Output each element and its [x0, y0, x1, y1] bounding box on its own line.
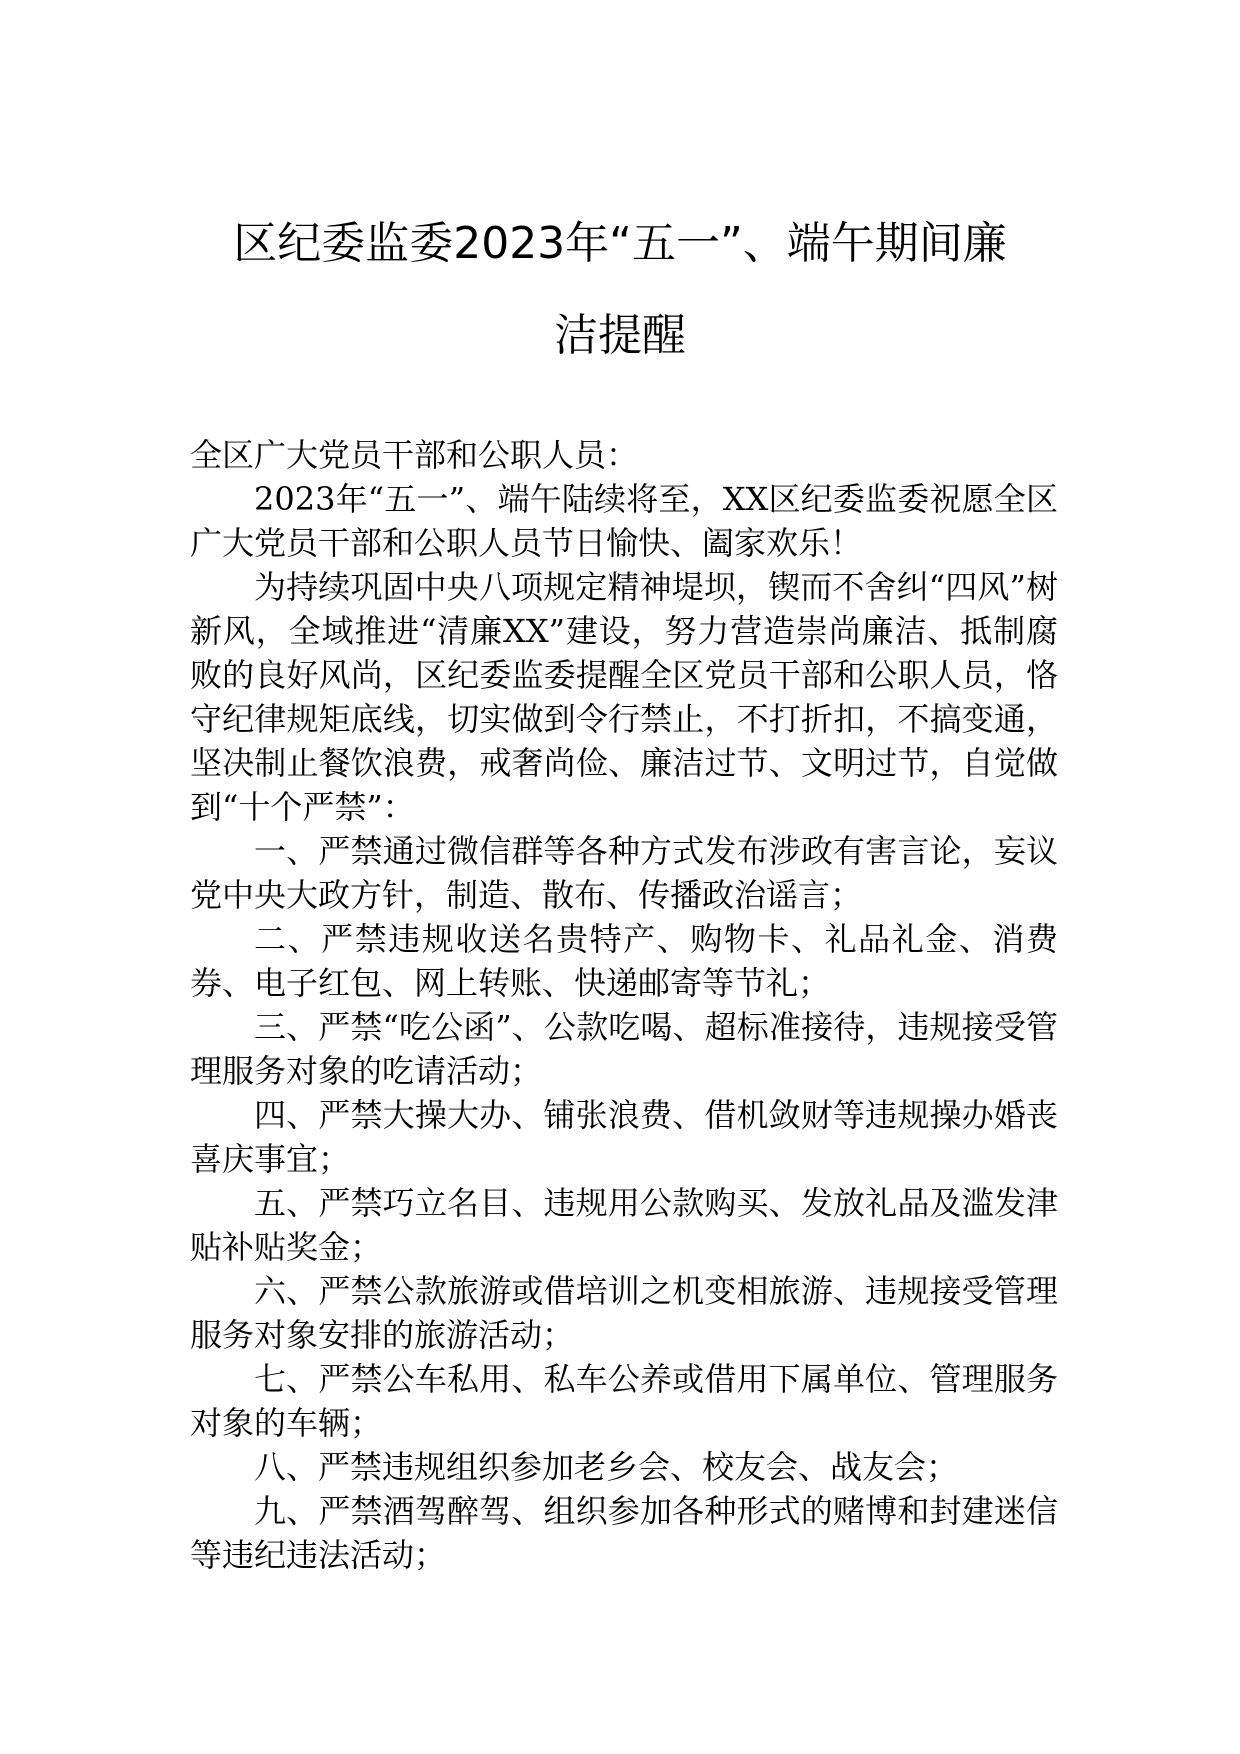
rule-item-8: 八、严禁违规组织参加老乡会、校友会、战友会； — [254, 1448, 959, 1486]
document-title-line-2: 洁提醒 — [554, 310, 686, 361]
paragraph-intro: 为持续巩固中央八项规定精神堤坝，锲而不舍纠“四风”树新风，全域推进“清廉XX”建设，努力营造崇尚廉洁、抵制腐败的良好风尚，区纪委监委提醒全区党员干部和公职人员，恪守纪律规矩底线，切实做到令行禁止，不打折扣，不搞变通，坚决制止餐饮浪费，戒奢尚俭、廉洁过节、文明过节，自觉做到“十个严禁”： — [190, 568, 1058, 826]
document-title-line-1: 区纪委监委2023年“五一”、端午期间廉 — [233, 218, 1007, 269]
rule-item-7: 七、严禁公车私用、私车公养或借用下属单位、管理服务对象的车辆； — [190, 1360, 1058, 1442]
rule-item-1: 一、严禁通过微信群等各种方式发布涉政有害言论，妄议党中央大政方针，制造、散布、传播政治谣言； — [190, 832, 1058, 914]
salutation: 全区广大党员干部和公职人员： — [190, 436, 639, 474]
paragraph-greeting: 2023年“五一”、端午陆续将至，XX区纪委监委祝愿全区广大党员干部和公职人员节日愉快、阖家欢乐！ — [190, 480, 1058, 562]
rule-item-5: 五、严禁巧立名目、违规用公款购买、发放礼品及滥发津贴补贴奖金； — [190, 1184, 1058, 1266]
rule-item-9: 九、严禁酒驾醉驾、组织参加各种形式的赌博和封建迷信等违纪违法活动； — [190, 1492, 1058, 1574]
rule-item-3: 三、严禁“吃公函”、公款吃喝、超标准接待，违规接受管理服务对象的吃请活动； — [190, 1008, 1058, 1090]
rule-item-2: 二、严禁违规收送名贵特产、购物卡、礼品礼金、消费券、电子红包、网上转账、快递邮寄等节礼； — [190, 920, 1058, 1002]
rule-item-6: 六、严禁公款旅游或借培训之机变相旅游、违规接受管理服务对象安排的旅游活动； — [190, 1272, 1058, 1354]
rule-item-4: 四、严禁大操大办、铺张浪费、借机敛财等违规操办婚丧喜庆事宜； — [190, 1096, 1058, 1178]
document-body — [190, 433, 1058, 1577]
